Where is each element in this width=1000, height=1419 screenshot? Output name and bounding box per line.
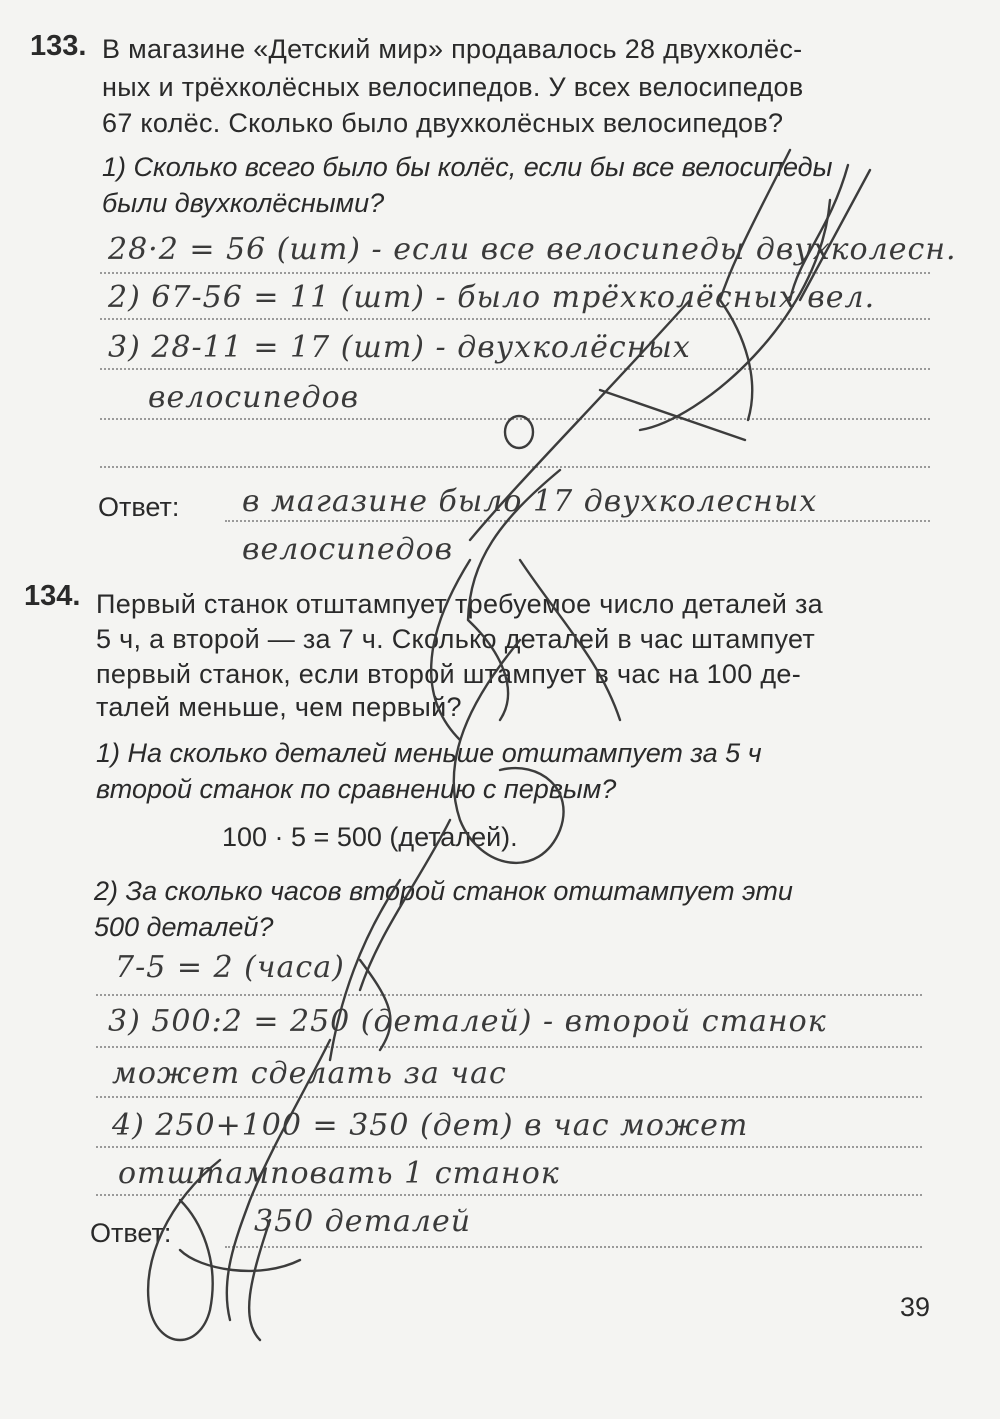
task-133-hand-line-4: велосипедов <box>148 380 360 415</box>
task-133-line-1: В магазине «Детский мир» продавалось 28 двухколёс- <box>102 34 803 64</box>
task-133-hand-line-2: 2) 67-56 = 11 (шт) - было трёхколёсных вел. <box>108 280 876 315</box>
task-134-formula: 100 · 5 = 500 (деталей). <box>222 822 518 852</box>
task-134-q1-line-1: 1) На сколько деталей меньше отштампует за 5 ч <box>96 738 762 768</box>
task-134-hand-line-3: может сделать за час <box>112 1056 507 1091</box>
answer-line <box>96 1146 922 1148</box>
task-134-q2-line-1: 2) За сколько часов второй станок отштампует эти <box>94 876 793 906</box>
task-134-q2-line-2: 500 деталей? <box>94 912 274 942</box>
answer-line <box>96 1046 922 1048</box>
task-134-line-1: Первый станок отштампует требуемое число деталей за <box>96 589 823 619</box>
answer-line <box>100 418 930 420</box>
answer-line <box>100 368 930 370</box>
task-133-question-line-2: были двухколёсными? <box>102 188 385 218</box>
task-134-q1-line-2: второй станок по сравнению с первым? <box>96 774 617 804</box>
answer-line <box>100 466 930 468</box>
task-134-line-4: талей меньше, чем первый? <box>96 692 462 722</box>
task-133-answer-line-1: в магазине было 17 двухколесных <box>242 484 818 519</box>
answer-line <box>96 994 922 996</box>
task-134-number: 134. <box>24 580 81 612</box>
answer-line <box>96 1096 922 1098</box>
task-133-answer-label: Ответ: <box>98 492 180 522</box>
task-134-line-3: первый станок, если второй штампует в час на 100 де- <box>96 659 801 689</box>
task-134-hand-line-2: 3) 500:2 = 250 (деталей) - второй станок <box>108 1004 827 1039</box>
task-134-answer-hand: 350 деталей <box>254 1204 472 1239</box>
task-134-hand-line-4: 4) 250+100 = 350 (дет) в час может <box>112 1108 749 1143</box>
task-134-answer-label: Ответ: <box>90 1218 172 1248</box>
task-133-hand-line-3: 3) 28-11 = 17 (шт) - двухколёсных <box>108 330 691 365</box>
task-134-hand-line-1: 7-5 = 2 (часа) <box>115 950 345 985</box>
answer-line <box>100 272 930 274</box>
answer-line <box>225 520 930 522</box>
answer-line <box>100 318 930 320</box>
task-133-answer-line-2: велосипедов <box>242 532 454 567</box>
answer-line <box>225 1246 922 1248</box>
answer-line <box>96 1194 922 1196</box>
task-133-number: 133. <box>30 30 87 62</box>
task-134-hand-line-5: отштамповать 1 станок <box>118 1156 560 1191</box>
task-133-hand-line-1: 28·2 = 56 (шт) - если все велосипеды двухколесн. <box>108 232 957 267</box>
task-134-line-2: 5 ч, а второй — за 7 ч. Сколько деталей в час штампует <box>96 624 816 654</box>
task-133-question-line-1: 1) Сколько всего было бы колёс, если бы все велосипеды <box>102 152 833 182</box>
task-133-line-2: ных и трёхколёсных велосипедов. У всех велосипедов <box>102 72 804 102</box>
page-number: 39 <box>900 1292 931 1322</box>
task-133-line-3: 67 колёс. Сколько было двухколёсных велосипедов? <box>102 108 784 138</box>
